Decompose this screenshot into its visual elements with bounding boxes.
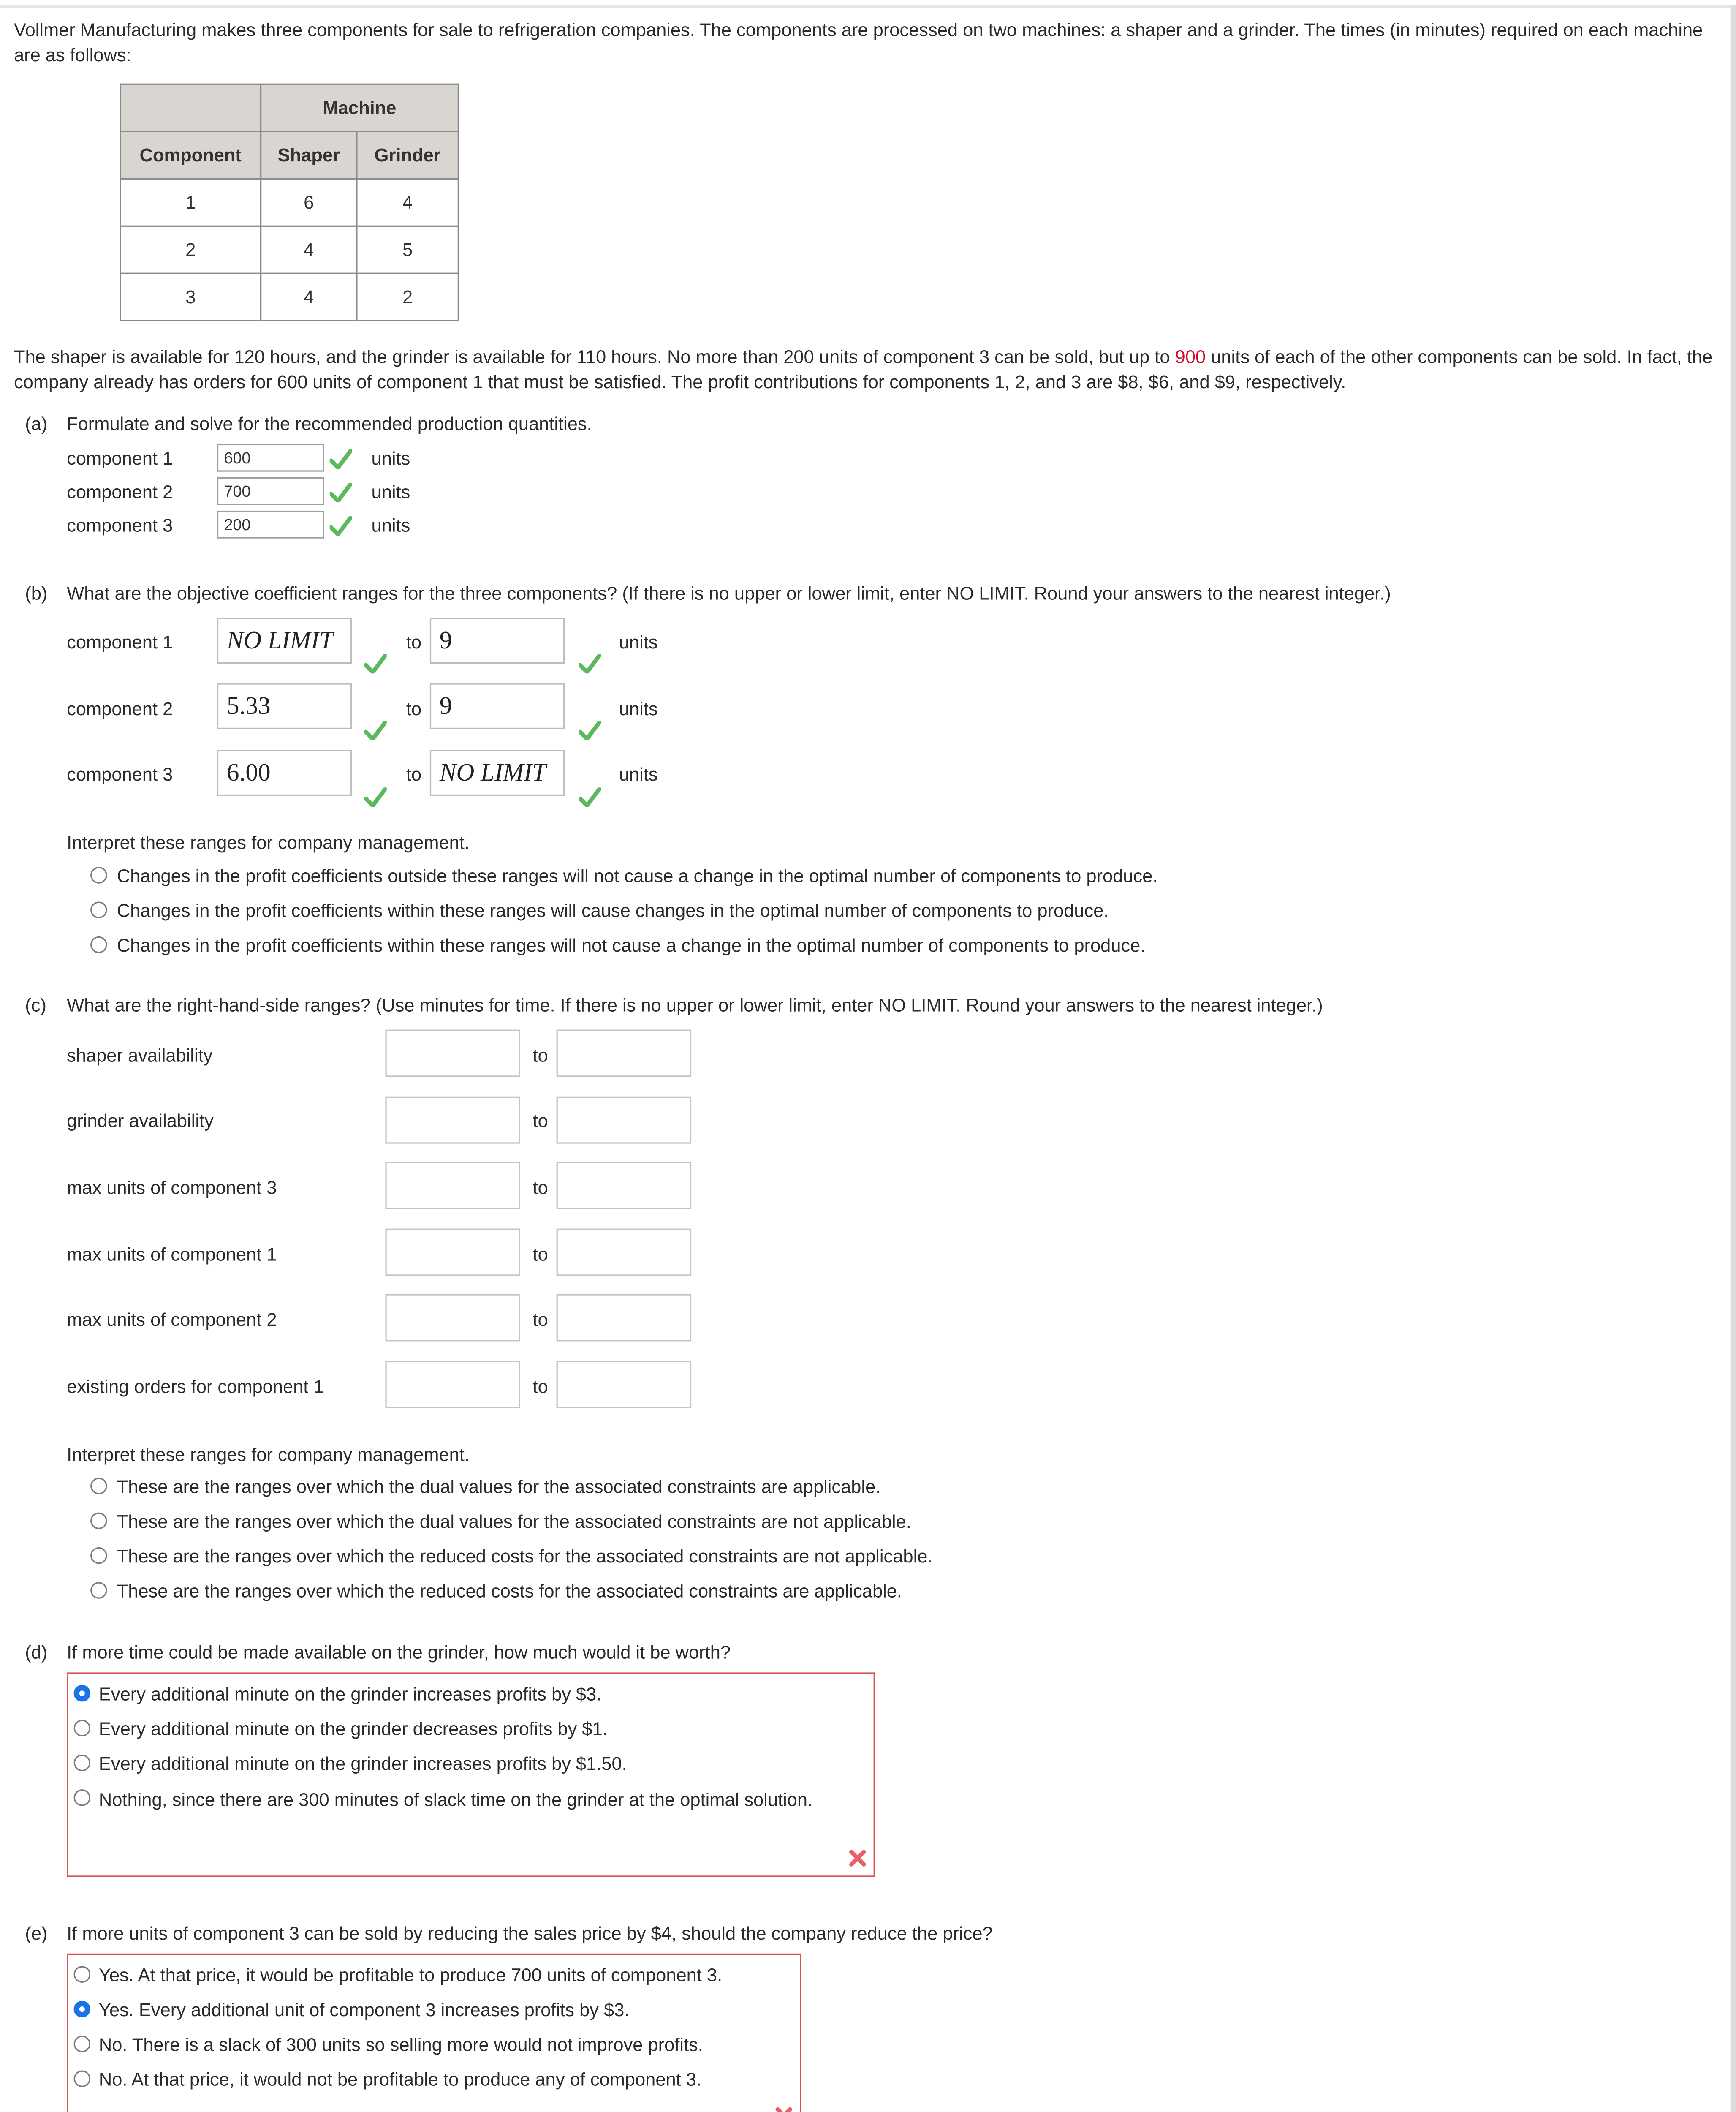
part-c-option-3-radio[interactable]	[90, 1547, 107, 1564]
part-a-label-1: component 1	[67, 448, 173, 469]
check-icon	[579, 721, 601, 740]
part-c-option-1-label: These are the ranges over which the dual values for the associated constraints are applicable.	[117, 1476, 881, 1497]
table-cell: 5	[357, 226, 458, 273]
part-e-option-1-radio[interactable]	[74, 1966, 91, 1983]
table-cell: 2	[120, 226, 261, 273]
part-b-option-2-radio[interactable]	[90, 902, 107, 919]
part-c-option-3-label: These are the ranges over which the reduced costs for the associated constraints are not applicable.	[117, 1546, 933, 1567]
problem-text-part1: The shaper is available for 120 hours, and the grinder is available for 110 hours. No more than 200 units of component 3 can be sold, but up to	[14, 346, 1175, 367]
part-a-label-2: component 2	[67, 481, 173, 503]
component-2-lower-input[interactable]: 5.33	[217, 683, 352, 729]
table-cell: 3	[120, 273, 261, 321]
part-c-option-2-radio[interactable]	[90, 1513, 107, 1530]
shaper-availability-lower-input[interactable]	[385, 1030, 520, 1077]
check-icon	[579, 787, 601, 807]
right-scroll-edge	[1731, 5, 1736, 2112]
part-d-option-2-radio[interactable]	[74, 1720, 91, 1736]
part-b-question: What are the objective coefficient ranges for the three components? (If there is no upper or lower limit, enter NO LIMIT. Round your answers to the nearest integer.)	[67, 583, 1391, 604]
part-d-option-4-radio[interactable]	[74, 1789, 91, 1806]
part-b-label-2: component 2	[67, 698, 173, 719]
component-2-upper-input[interactable]: 9	[430, 683, 565, 729]
shaper-availability-label: shaper availability	[67, 1045, 213, 1066]
table-cell: 4	[261, 273, 357, 321]
max-units-component-3-lower-input[interactable]	[385, 1162, 520, 1209]
component-3-quantity-input[interactable]: 200	[217, 511, 324, 539]
part-d-letter: (d)	[25, 1641, 48, 1663]
part-d-option-1-label: Every additional minute on the grinder increases profits by $3.	[98, 1683, 602, 1705]
to-label: to	[532, 1045, 548, 1066]
highlight-900: 900	[1175, 346, 1206, 367]
part-c-question: What are the right-hand-side ranges? (Use minutes for time. If there is no upper or lower limit, enter NO LIMIT. Round your answers to the nearest integer.)	[67, 995, 1323, 1016]
part-b-option-3-radio[interactable]	[90, 936, 107, 953]
table-cell: 4	[357, 179, 458, 226]
grinder-availability-label: grinder availability	[67, 1110, 214, 1132]
existing-orders-lower-input[interactable]	[385, 1361, 520, 1408]
to-label: to	[532, 1376, 548, 1397]
check-icon	[364, 787, 387, 807]
table-cell: 1	[120, 179, 261, 226]
check-icon	[579, 654, 601, 673]
unit-label: units	[619, 764, 658, 785]
max-units-component-3-upper-input[interactable]	[557, 1162, 692, 1209]
part-b-letter: (b)	[25, 583, 48, 604]
part-e-letter: (e)	[25, 1923, 48, 1944]
to-label: to	[406, 764, 422, 785]
part-e-option-3-radio[interactable]	[74, 2036, 91, 2052]
component-1-quantity-input[interactable]: 600	[217, 444, 324, 472]
part-c-interpret: Interpret these ranges for company management.	[67, 1444, 470, 1465]
part-b-label-3: component 3	[67, 764, 173, 785]
table-corner	[120, 84, 261, 131]
part-a-letter: (a)	[25, 413, 48, 434]
unit-label: units	[619, 698, 658, 719]
shaper-availability-upper-input[interactable]	[557, 1030, 692, 1077]
max-units-component-2-lower-input[interactable]	[385, 1294, 520, 1341]
part-e-option-2-radio[interactable]	[74, 2001, 91, 2018]
part-e-option-1-label: Yes. At that price, it would be profitable to produce 700 units of component 3.	[98, 1965, 723, 1986]
to-label: to	[532, 1110, 548, 1132]
part-e-option-4-radio[interactable]	[74, 2070, 91, 2087]
existing-orders-label: existing orders for component 1	[67, 1376, 324, 1397]
part-d-option-2-label: Every additional minute on the grinder decreases profits by $1.	[98, 1718, 608, 1739]
component-3-upper-input[interactable]: NO LIMIT	[430, 750, 565, 796]
check-icon	[330, 449, 352, 469]
shaper-header: Shaper	[261, 131, 357, 179]
part-c-letter: (c)	[25, 995, 46, 1016]
component-1-lower-input[interactable]: NO LIMIT	[217, 618, 352, 664]
machine-header: Machine	[261, 84, 459, 131]
part-d-option-3-radio[interactable]	[74, 1755, 91, 1772]
part-c-option-1-radio[interactable]	[90, 1478, 107, 1494]
check-icon	[330, 483, 352, 502]
grinder-header: Grinder	[357, 131, 458, 179]
table-cell: 2	[357, 273, 458, 321]
problem-text	[14, 345, 1718, 395]
part-d-option-4-text: Nothing, since there are 300 minutes of slack time on the grinder at the optimal solution.	[98, 1789, 813, 1810]
part-e-option-3-label: No. There is a slack of 300 units so selling more would not improve profits.	[98, 2034, 703, 2055]
to-label: to	[406, 698, 422, 719]
part-c-option-4-radio[interactable]	[90, 1582, 107, 1599]
unit-label: units	[619, 631, 658, 653]
unit-label: units	[371, 481, 410, 503]
part-e-question: If more units of component 3 can be sold by reducing the sales price by $4, should the company reduce the price?	[67, 1923, 993, 1944]
check-icon	[364, 654, 387, 673]
to-label: to	[532, 1244, 548, 1265]
max-units-component-3-label: max units of component 3	[67, 1177, 277, 1198]
to-label: to	[532, 1309, 548, 1331]
max-units-component-2-upper-input[interactable]	[557, 1294, 692, 1341]
part-b-option-3-label: Changes in the profit coefficients within these ranges will not cause a change in the optimal number of components to produce.	[117, 935, 1146, 956]
component-2-quantity-input[interactable]: 700	[217, 477, 324, 505]
part-b-option-1-label: Changes in the profit coefficients outside these ranges will not cause a change in the optimal number of components to produce.	[117, 865, 1158, 887]
max-units-component-1-upper-input[interactable]	[557, 1229, 692, 1276]
incorrect-x-icon	[775, 2107, 793, 2112]
to-label: to	[406, 631, 422, 653]
top-divider	[0, 5, 1736, 8]
part-b-label-1: component 1	[67, 631, 173, 653]
component-1-upper-input[interactable]: 9	[430, 618, 565, 664]
part-e-option-4-label: No. At that price, it would not be profitable to produce any of component 3.	[98, 2069, 702, 2090]
machine-time-table	[120, 84, 459, 321]
part-c-option-2-label: These are the ranges over which the dual values for the associated constraints are not applicable.	[117, 1511, 911, 1532]
table-row	[120, 179, 458, 226]
incorrect-x-icon	[848, 1849, 867, 1867]
table-row	[120, 273, 458, 321]
intro-text: Vollmer Manufacturing makes three components for sale to refrigeration companies. The components are processed on two machines: a shaper and a grinder. The times (in minutes) required on each machine are as follows:	[14, 19, 1703, 65]
part-e-option-2-label: Yes. Every additional unit of component 3 increases profits by $3.	[98, 1999, 630, 2020]
part-d-option-1-radio[interactable]	[74, 1685, 91, 1702]
max-units-component-2-label: max units of component 2	[67, 1309, 277, 1331]
part-a-question: Formulate and solve for the recommended production quantities.	[67, 413, 592, 434]
part-b-interpret: Interpret these ranges for company management.	[67, 832, 470, 853]
check-icon	[330, 516, 352, 536]
grinder-availability-lower-input[interactable]	[385, 1097, 520, 1144]
unit-label: units	[371, 448, 410, 469]
grinder-availability-upper-input[interactable]	[557, 1097, 692, 1144]
part-d-option-3-label: Every additional minute on the grinder increases profits by $1.50.	[98, 1753, 627, 1774]
part-a-label-3: component 3	[67, 514, 173, 536]
part-b-option-2-label: Changes in the profit coefficients within these ranges will cause changes in the optimal number of components to produce.	[117, 900, 1109, 921]
part-d-question: If more time could be made available on the grinder, how much would it be worth?	[67, 1641, 731, 1663]
table-cell: 6	[261, 179, 357, 226]
to-label: to	[532, 1177, 548, 1198]
max-units-component-1-lower-input[interactable]	[385, 1229, 520, 1276]
component-3-lower-input[interactable]: 6.00	[217, 750, 352, 796]
problem-text-part2: units of each of the other components can be sold. In fact, the company already has orders for 600 units of component 1 that must be satisfied. The profit contributions for components 1, 2, and 3 are $8, $6, and $9, respectively.	[14, 346, 1713, 392]
unit-label: units	[371, 514, 410, 536]
max-units-component-1-label: max units of component 1	[67, 1244, 277, 1265]
table-row	[120, 226, 458, 273]
table-cell: 4	[261, 226, 357, 273]
existing-orders-upper-input[interactable]	[557, 1361, 692, 1408]
part-d-option-4-label	[99, 1788, 822, 1813]
part-b-option-1-radio[interactable]	[90, 867, 107, 884]
check-icon	[364, 721, 387, 740]
part-c-option-4-label: These are the ranges over which the reduced costs for the associated constraints are applicable.	[117, 1580, 902, 1602]
component-header: Component	[120, 131, 261, 179]
